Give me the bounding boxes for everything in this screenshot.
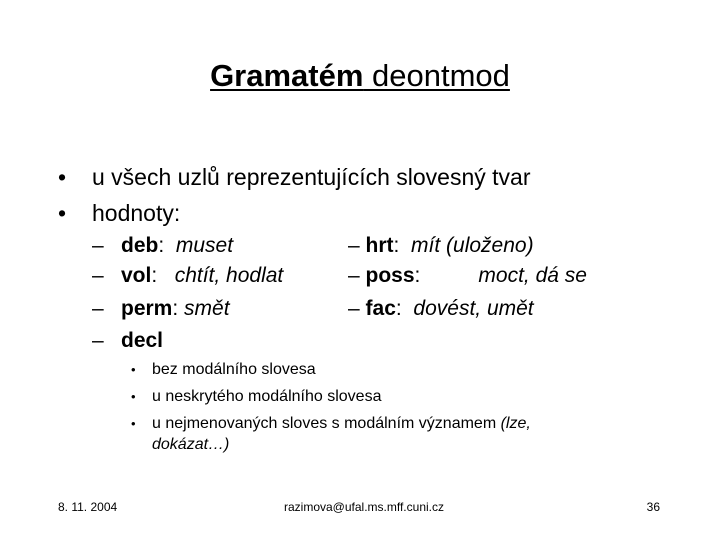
footer-date: 8. 11. 2004 bbox=[58, 500, 118, 514]
dash-marker: – bbox=[348, 264, 360, 287]
title-rest: deontmod bbox=[363, 58, 510, 93]
value-meaning: mít (uloženo) bbox=[411, 234, 534, 257]
value-item-right bbox=[348, 295, 648, 323]
dash-marker: – bbox=[92, 264, 104, 287]
value-key: poss bbox=[365, 264, 415, 287]
value-meaning: moct, dá se bbox=[478, 264, 587, 287]
value-item-left bbox=[92, 232, 342, 260]
decl-subitem bbox=[131, 386, 651, 407]
footer-page-number: 36 bbox=[646, 500, 660, 514]
value-item-left bbox=[92, 262, 342, 290]
dash-marker: – bbox=[92, 329, 104, 352]
sub-bullet-marker: • bbox=[131, 416, 136, 431]
value-meaning: chtít, hodlat bbox=[174, 264, 284, 287]
dash-marker: – bbox=[348, 234, 360, 257]
bullet-marker: • bbox=[58, 164, 67, 190]
sub-bullet-text: u neskrytého modálního slovesa bbox=[152, 388, 382, 405]
bullet-marker: • bbox=[58, 200, 67, 226]
value-key: hrt bbox=[365, 234, 394, 257]
value-item-left bbox=[92, 295, 342, 323]
bullet-text: hodnoty: bbox=[92, 200, 181, 226]
sub-bullet-text: u nejmenovaných sloves s modálním významem bbox=[152, 415, 501, 432]
decl-subitem bbox=[131, 413, 651, 434]
value-sep: : bbox=[158, 234, 165, 257]
bullet-item bbox=[58, 162, 698, 192]
value-sep: : bbox=[395, 297, 402, 320]
value-sep: : bbox=[414, 264, 421, 287]
footer-email: razimova@ufal.ms.mff.cuni.cz bbox=[283, 500, 444, 514]
dash-marker: – bbox=[92, 234, 104, 257]
sub-bullet-italic: (lze, bbox=[500, 415, 531, 432]
slide-title bbox=[0, 56, 720, 96]
bullet-text: u všech uzlů reprezentujících slovesný tvar bbox=[92, 164, 531, 190]
value-sep: : bbox=[151, 264, 158, 287]
bullet-item bbox=[58, 198, 698, 228]
slide-title-text bbox=[210, 58, 510, 93]
value-key: deb bbox=[121, 234, 159, 257]
sub-bullet-text: bez modálního slovesa bbox=[152, 361, 316, 378]
value-meaning: smět bbox=[184, 297, 230, 320]
sub-bullet-marker: • bbox=[131, 389, 136, 404]
value-key: vol bbox=[121, 264, 152, 287]
value-meaning: dovést, umět bbox=[413, 297, 534, 320]
value-sep: : bbox=[393, 234, 400, 257]
value-item-right bbox=[348, 232, 648, 260]
value-key: perm bbox=[121, 297, 173, 320]
value-key: decl bbox=[121, 329, 164, 352]
dash-marker: – bbox=[348, 297, 360, 320]
decl-subitem bbox=[131, 359, 651, 380]
value-sep: : bbox=[172, 297, 179, 320]
sub-bullet-italic: dokázat…) bbox=[152, 436, 230, 453]
title-bold: Gramatém bbox=[210, 58, 364, 93]
value-item-left bbox=[92, 327, 342, 355]
value-key: fac bbox=[365, 297, 396, 320]
decl-subitem-continuation bbox=[131, 434, 651, 455]
dash-marker: – bbox=[92, 297, 104, 320]
value-item-right bbox=[348, 262, 648, 290]
value-meaning: muset bbox=[175, 234, 234, 257]
sub-bullet-marker: • bbox=[131, 362, 136, 377]
